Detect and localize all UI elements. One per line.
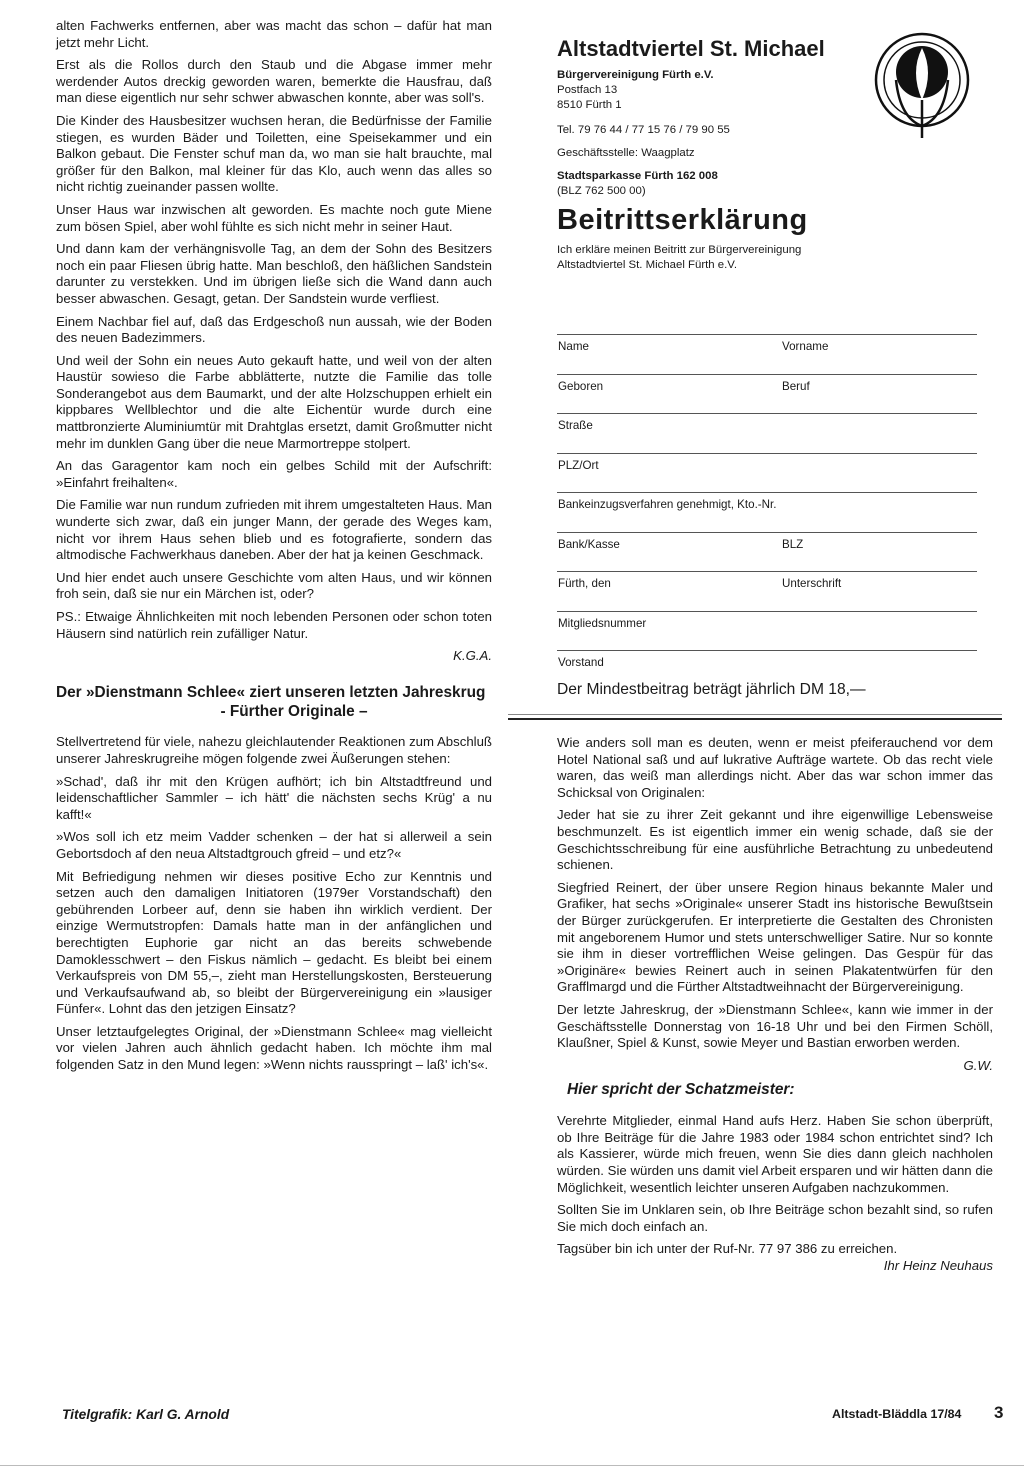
form-title: Beitrittserklärung: [557, 204, 808, 236]
postfach: Postfach 13: [557, 84, 618, 96]
paragraph: Stellvertretend für viele, nahezu gleichlautender Reaktionen zum Abschluß unserer Jahreskrugreihe mögen folgende zwei Äußerungen stehen:: [56, 734, 492, 766]
paragraph: Und hier endet auch unsere Geschichte vom alten Haus, und wir können froh sein, daß sie nur ein Märchen ist, oder?: [56, 569, 492, 602]
organization-logo: [860, 30, 982, 140]
form-row[interactable]: [557, 334, 977, 374]
form-row[interactable]: [557, 611, 977, 651]
paragraph: Verehrte Mitglieder, einmal Hand aufs Herz. Haben Sie schon überprüft, ob Ihre Beiträge für die Jahre 1983 oder 1984 schon entrichtet sind? Ich als Kassierer, würde mich freuen, wenn Sie dies dann gleich nachholen würden. Sie würden uns damit viel Arbeit ersparen und wir hätten dann die Möglichkeit, wesentlich leichter unseren Aufgaben nachzukommen.: [557, 1113, 993, 1195]
paragraph: Und weil der Sohn ein neues Auto gekauft hatte, und weil von der alten Haustür sowieso die Farbe abblätterte, nutzte die Familie das tolle Sonderangebot aus dem Baumarkt, und der alte Holzschuppen erhielt ein kippbares Wellblechtor und die alte Eichentür wurde durch eine mattbronzierte Aluminiumtür mit Drahtglas ersetzt, damit Großmutter nicht mehr im dunklen Gang über die neue Marmortreppe stolpert.: [56, 352, 492, 451]
author-initials: G.W.: [963, 1057, 993, 1073]
paragraph: Die Familie war nun rundum zufrieden mit ihrem umgestalteten Haus. Man wunderte sich zwar, daß ein junger Mann, der gerade des Weges kam, nicht vor ihrem Haus sehen blieb und es fotografierte, sondern das altmodische Fachwerkhaus daneben. Aber der hat ja keinen Geschmack.: [56, 497, 492, 563]
paragraph: Sollten Sie im Unklaren sein, ob Ihre Beiträge schon bezahlt sind, so rufen Sie mich doch einfach an.: [557, 1202, 993, 1234]
board-field-label: Vorstand: [558, 656, 604, 669]
paragraph: An das Garagentor kam noch ein gelbes Schild mit der Aufschrift: »Einfahrt freihalten«.: [56, 458, 492, 490]
form-row[interactable]: [557, 453, 977, 493]
paragraph: Siegfried Reinert, der über unsere Region hinaus bekannte Maler und Grafiker, hat sechs »Originale« unserer Stadt ins historische Bewußtsein der Bürger zurückgerufen. Er interpretierte die Gestalten des Chronisten mit angeborenem Humor und stets unterschwelliger Satire. Nur so konnte sie ihm in dieser vortrefflichen Weise gelingen. Das Gespür für das »Originäre« bewies Reinert auch in seinen Plakatentwürfen für den Grafflmargd und die Fürther Altstadtweihnacht der Bürgervereinigung.: [557, 879, 993, 995]
paragraph: Einem Nachbar fiel auf, daß das Erdgeschoß nun aussah, wie der Boden des neuen Badezimmers.: [56, 313, 492, 346]
form-row[interactable]: [557, 492, 977, 532]
paragraph: Unser Haus war inzwischen alt geworden. Es machte noch gute Miene zum bösen Spiel, aber wohl fühlte es sich nicht mehr in seiner Haut.: [56, 201, 492, 234]
strasse-field-label: Straße: [558, 419, 593, 432]
form-row[interactable]: [557, 374, 977, 414]
treasurer-heading: Hier spricht der Schatzmeister:: [567, 1081, 795, 1099]
paragraph: alten Fachwerks entfernen, aber was macht das schon – dafür hat man jetzt mehr Licht.: [56, 18, 492, 50]
signature-field-label: Unterschrift: [782, 577, 842, 590]
organization-title: Altstadtviertel St. Michael: [557, 36, 825, 61]
left-article-column: [56, 18, 492, 1080]
bank-field-label: Bank/Kasse: [558, 537, 620, 551]
member-number-field-label: Mitgliedsnummer: [558, 616, 647, 630]
office-address: Geschäftsstelle: Waagplatz: [557, 147, 695, 159]
paragraph: Unser letztaufgelegtes Original, der »Dienstmann Schlee« mag vielleicht vor vielen Jahren auch ähnlich gedacht haben. Ich möchte ihm mal folgenden Satz in den Mund legen: »Wenn nichts rausspringt – laß' ich's«.: [56, 1023, 492, 1073]
paragraph: Mit Befriedigung nehmen wir dieses positive Echo zur Kenntnis und setzen auch den damaligen Initiatoren (1979er Vorstandschaft) den gebührenden Lorbeer auf, denn sie haben ihn wirklich verdient. Der einzige Wermutstropfen: Damals hatte man in der anfänglichen und berechtigten Euphorie gar nicht an das bereits schwebende Damoklesschwert – den Fiskus nämlich – gedacht. Es bleibt bei einem Verkaufspreis von DM 55,–, zieht man Herstellungskosten, Bersteuerung und Verkaufsaufwand ab, so bleibt der Bürgervereinigung ein »lausiger Fünfer«. Lohnt das den jetzigen Einsatz?: [56, 868, 492, 1017]
bankeinzug-field-label: Bankeinzugsverfahren genehmigt, Kto.-Nr.: [558, 498, 777, 511]
quote: »Schad', daß ihr mit den Krügen aufhört; ich bin Altstadtfreund und leidenschaftlicher Sammler – ich hätt' die nächsten sechs Krüg' a nu kafft!«: [56, 773, 492, 822]
quote: »Wos soll ich etz meim Vadder schenken – der hat si allerweil a sein Gebortsdoch af den neua Altstadtgrouch gfreid – und etz?«: [56, 829, 492, 861]
declaration-line: Ich erkläre meinen Beitritt zur Bürgervereinigung: [557, 244, 802, 256]
blz-field-label: BLZ: [782, 537, 804, 551]
form-fields: [557, 334, 977, 690]
declaration-line: Altstadtviertel St. Michael Fürth e.V.: [557, 259, 738, 271]
paragraph: Jeder hat sie zu ihrer Zeit gekannt und ihre eigenwillige Lebensweise beschmunzelt. Es ist eigentlich immer ein wenig schade, daß sie der Geschichtsschreibung für eine ausführliche Betrachtung zu unbedeutend schienen.: [557, 807, 993, 873]
page-number: 3: [994, 1403, 1004, 1422]
telephone: Tel. 79 76 44 / 77 15 76 / 79 90 55: [557, 124, 730, 136]
cut-line: [508, 714, 1002, 715]
vorname-field-label: Vorname: [782, 340, 829, 353]
right-article-column: [557, 735, 993, 1281]
article-subheading: - Fürther Originale –: [220, 702, 368, 720]
geboren-field-label: Geboren: [558, 379, 604, 393]
paragraph: Der letzte Jahreskrug, der »Dienstmann Schlee«, kann wie immer in der Geschäftsstelle Donnerstag von 16-18 Uhr und bei den Firmen Schöll, Klaußner, Spiel & Kunst, sowie Meyer und Bastian erworben werden.: [557, 1001, 993, 1051]
paragraph: Tagsüber bin ich unter der Ruf-Nr. 77 97 386 zu erreichen.: [557, 1241, 898, 1257]
form-row[interactable]: [557, 413, 977, 453]
article-heading: Der »Dienstmann Schlee« ziert unseren letzten Jahreskrug: [56, 683, 486, 701]
city: 8510 Fürth 1: [557, 99, 622, 111]
minimum-fee: Der Mindestbeitrag beträgt jährlich DM 18,—: [557, 681, 866, 698]
paragraph: Die Kinder des Hausbesitzer wuchsen heran, die Bedürfnisse der Familie stiegen, es wurden Bäder und Toiletten, eine Speisekammer und ein Balkon gebaut. Die Fenster schuf man da, wo man sie halt brauchte, mal größer für den Balkon, mal kleiner für das Klo, auch wenn das alles so nicht richtig zueinander passen wollte.: [56, 112, 492, 195]
plz-field-label: PLZ/Ort: [558, 458, 599, 472]
form-row[interactable]: [557, 532, 977, 572]
title-graphic-credit: Titelgrafik: Karl G. Arnold: [62, 1407, 230, 1422]
cut-line: [508, 718, 1002, 720]
postscript: PS.: Etwaige Ähnlichkeiten mit noch lebenden Personen oder schon toten Häusern sind natürlich rein zufälliger Natur.: [56, 609, 492, 641]
name-field-label: Name: [558, 340, 589, 353]
page-edge-line: [0, 1465, 1024, 1466]
form-row[interactable]: [557, 571, 977, 611]
organization-name: Bürgervereinigung Fürth e.V.: [557, 69, 714, 81]
paragraph: Wie anders soll man es deuten, wenn er meist pfeiferauchend vor dem Hotel National saß und auf lukrative Aufträge wartete. Ob das recht viele waren, das weiß man allerdings nicht. Aber das war schon immer das Schicksal von Originalen:: [557, 735, 993, 800]
issue-label: Altstadt-Bläddla 17/84: [832, 1407, 962, 1421]
beruf-field-label: Beruf: [782, 379, 810, 393]
bank-name: Stadtsparkasse Fürth 162 008: [557, 170, 718, 182]
paragraph: Und dann kam der verhängnisvolle Tag, an dem der Sohn des Besitzers noch ein paar Fliesen übrig hatte. Man beschloß, den häßlichen Sandstein darunter zu verstekken. Und im übrigen ließe sich die Wand dann auch besser abwaschen. Gesagt, getan. Der Sandstein wurde verfliest.: [56, 241, 492, 306]
treasurer-signature: Ihr Heinz Neuhaus: [883, 1258, 993, 1274]
author-initials: K.G.A.: [453, 648, 492, 664]
date-field-label: Fürth, den: [558, 577, 611, 590]
paragraph: Erst als die Rollos durch den Staub und die Abgase immer mehr werdender Autos dreckig geworden waren, bemerkte die Hausfrau, daß man diese eigentlich nur sehr schwer abwaschen konnte, aber was soll's.: [56, 57, 492, 106]
bank-code: (BLZ 762 500 00): [557, 185, 646, 197]
